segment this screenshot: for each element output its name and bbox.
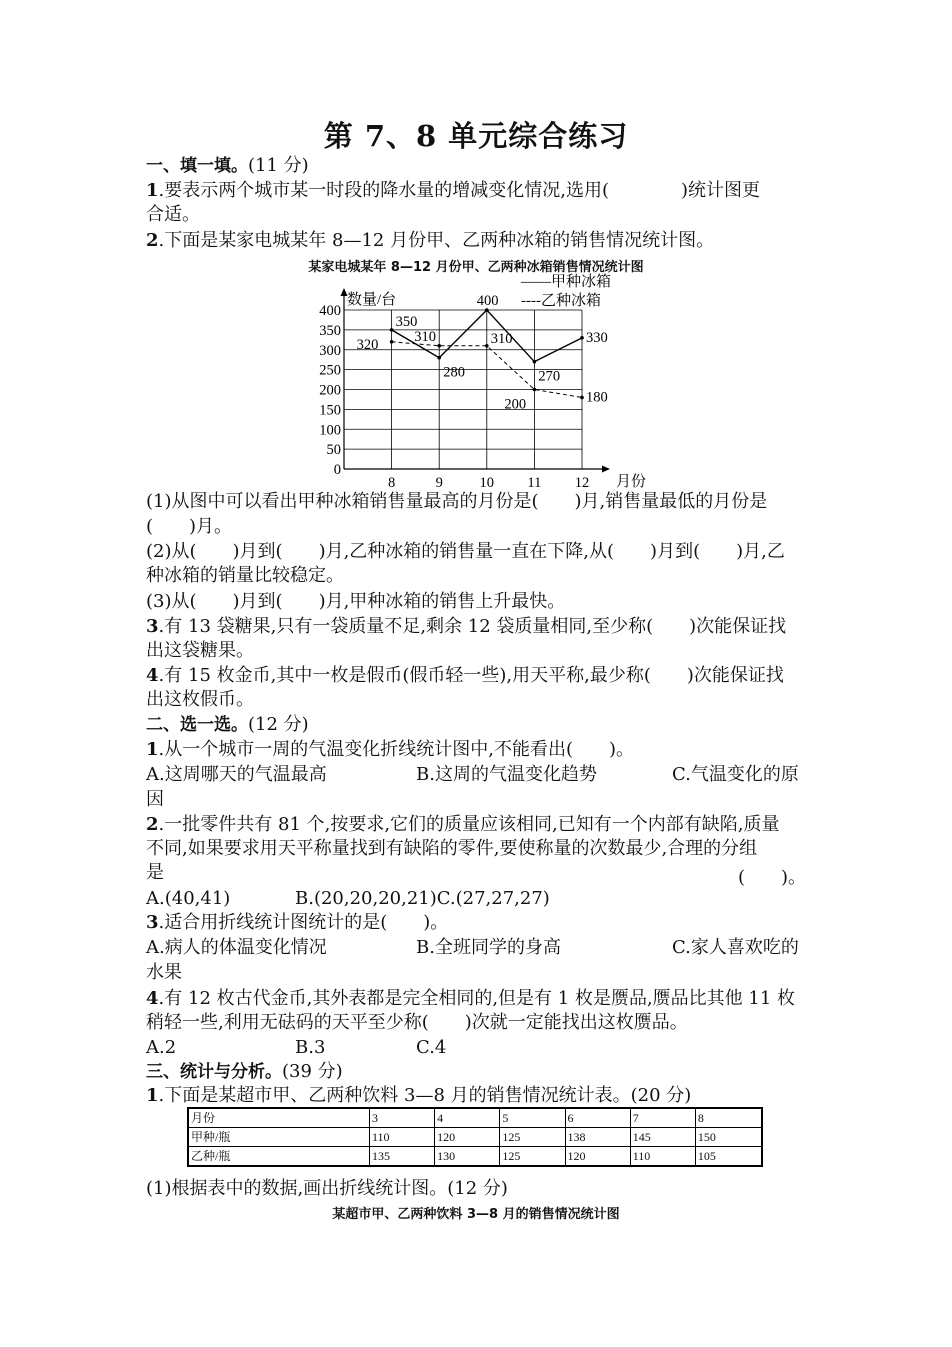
question-1-2-2: (2)从( )月到( )月,乙种冰箱的销售量一直在下降,从( )月到( )月,乙: [146, 541, 785, 562]
question-2-2-line3: 是: [146, 862, 164, 883]
question-2-4-option-b: B.3: [295, 1037, 326, 1058]
y-tick-label: 50: [326, 442, 341, 459]
x-axis-arrow: [602, 466, 610, 473]
section-1-score: (11 分): [248, 155, 309, 176]
question-2-1-option-c-cont: 因: [146, 789, 164, 810]
table-cell: 7: [630, 1108, 695, 1128]
question-1-2: 2.下面是某家电城某年 8—12 月份甲、乙两种冰箱的销售情况统计图。: [146, 230, 715, 251]
data-point: [485, 344, 489, 348]
table-cell: 8: [695, 1108, 762, 1128]
x-tick-label: 10: [479, 475, 495, 491]
data-label: 200: [504, 396, 527, 413]
table-cell: 月份: [188, 1108, 370, 1128]
section-3-score: (39 分): [282, 1061, 343, 1082]
question-2-3-option-c-cont: 水果: [146, 962, 182, 983]
question-1-2-1-cont: ( )月。: [146, 516, 233, 537]
y-tick-label: 300: [319, 342, 341, 359]
data-point: [390, 328, 394, 332]
question-1-2-3: (3)从( )月到( )月,甲种冰箱的销售上升最快。: [146, 591, 566, 612]
data-label: 180: [586, 389, 608, 406]
x-tick-label: 11: [527, 475, 542, 491]
table-row: [188, 1128, 762, 1147]
section-3-heading: [146, 1060, 343, 1084]
question-2-1-option-a: A.这周哪天的气温最高: [146, 764, 327, 785]
data-label: 320: [356, 336, 379, 353]
x-tick-label: 8: [387, 475, 396, 491]
data-point: [580, 396, 584, 400]
refrigerator-sales-chart: [300, 270, 660, 495]
y-tick-label: 150: [319, 402, 341, 419]
question-2-2-option-a: A.(40,41): [146, 888, 231, 909]
table-cell: 105: [695, 1147, 762, 1167]
table-cell: 甲种/瓶: [188, 1128, 370, 1147]
section-1-heading: [146, 154, 309, 178]
table-header-row: [188, 1108, 762, 1128]
x-tick-label: 9: [435, 475, 443, 491]
data-label: 270: [538, 368, 561, 385]
question-1-4: 4.有 15 枚金币,其中一枚是假币(假币轻一些),用天平称,最少称( )次能保证找: [146, 665, 784, 686]
table-cell: 138: [565, 1128, 630, 1147]
question-1-1: 1.要表示两个城市某一时段的降水量的增减变化情况,选用( )统计图更: [146, 180, 761, 201]
question-2-3-option-a: A.病人的体温变化情况: [146, 937, 327, 958]
x-tick-labels: [388, 475, 589, 491]
table-cell: 6: [565, 1108, 630, 1128]
data-label: 310: [490, 330, 513, 347]
question-2-2-answer-blank: ( )。: [738, 867, 807, 888]
question-2-3-option-b: B.全班同学的身高: [416, 937, 561, 958]
chart-axes: [341, 288, 611, 473]
section-2-title: 二、选一选。: [146, 715, 248, 735]
table-cell: 150: [695, 1128, 762, 1147]
question-2-4-cont: 稍轻一些,利用无砝码的天平至少称( )次就一定能找出这枚赝品。: [146, 1012, 688, 1033]
section-1-title: 一、填一填。: [146, 156, 248, 176]
question-2-4-option-c: C.4: [416, 1037, 447, 1058]
table-cell: 120: [565, 1147, 630, 1167]
table-cell: 110: [630, 1147, 695, 1167]
data-point: [533, 388, 537, 392]
table-row: [188, 1147, 762, 1167]
data-label: 400: [476, 293, 499, 309]
table-cell: 125: [500, 1128, 565, 1147]
table-cell: 145: [630, 1128, 695, 1147]
question-3-1: 1.下面是某超市甲、乙两种饮料 3—8 月的销售情况统计表。(20 分): [146, 1085, 692, 1106]
question-2-2-options-bc: B.(20,20,20,21)C.(27,27,27): [295, 888, 550, 909]
question-1-3: 3.有 13 袋糖果,只有一袋质量不足,剩余 12 袋质量相同,至少称( )次能保证找: [146, 616, 787, 637]
page-title: 第 7、8 单元综合练习: [323, 119, 629, 153]
table-cell: 5: [500, 1108, 565, 1128]
x-axis-label: 月份: [616, 474, 647, 490]
table-cell: 120: [435, 1128, 500, 1147]
table-cell: 110: [370, 1128, 435, 1147]
table-cell: 125: [500, 1147, 565, 1167]
data-label: 280: [443, 364, 465, 381]
data-label: 350: [395, 313, 418, 330]
data-label: 310: [414, 328, 436, 345]
question-2-1-option-b: B.这周的气温变化趋势: [416, 764, 597, 785]
table-cell: 3: [370, 1108, 435, 1128]
y-tick-label: 350: [319, 322, 341, 339]
question-2-4: 4.有 12 枚古代金币,其外表都是完全相同的,但是有 1 枚是赝品,赝品比其他 11 枚: [146, 988, 796, 1009]
question-2-4-option-a: A.2: [146, 1037, 177, 1058]
question-1-3-cont: 出这袋糖果。: [146, 640, 254, 661]
section-3-title: 三、统计与分析。: [146, 1062, 282, 1082]
chart-2-title: 某超市甲、乙两种饮料 3—8 月的销售情况统计图: [332, 1207, 620, 1222]
data-point: [580, 336, 584, 340]
question-2-2: 2.一批零件共有 81 个,按要求,它们的质量应该相同,已知有一个内部有缺陷,质量: [146, 814, 780, 835]
data-label: 330: [586, 329, 608, 346]
data-point: [533, 360, 537, 364]
chart-1-title: 某家电城某年 8—12 月份甲、乙两种冰箱销售情况统计图: [308, 260, 644, 275]
y-tick-label: 100: [319, 422, 341, 439]
question-2-3-option-c: C.家人喜欢吃的: [672, 937, 799, 958]
question-1-1-cont: 合适。: [146, 204, 200, 225]
beverage-sales-table: [187, 1107, 763, 1167]
table-cell: 130: [435, 1147, 500, 1167]
question-1-2-2-cont: 种冰箱的销量比较稳定。: [146, 565, 344, 586]
table-cell: 135: [370, 1147, 435, 1167]
y-axis-label: 数量/台: [347, 292, 397, 308]
data-point: [437, 344, 441, 348]
y-tick-label: 400: [319, 303, 341, 319]
legend-dashed: ----乙种冰箱: [521, 293, 601, 309]
y-tick-label: 200: [319, 382, 341, 399]
question-2-3: 3.适合用折线统计图统计的是( )。: [146, 912, 449, 933]
question-2-2-line2: 不同,如果要求用天平称量找到有缺陷的零件,要使称量的次数最少,合理的分组: [146, 838, 758, 859]
section-2-heading: [146, 713, 309, 737]
data-point: [437, 356, 441, 360]
y-tick-label: 0: [333, 462, 341, 478]
table-cell: 4: [435, 1108, 500, 1128]
question-3-1-1: (1)根据表中的数据,画出折线统计图。(12 分): [146, 1178, 508, 1199]
legend-solid: ——甲种冰箱: [521, 274, 612, 290]
question-2-1-option-c: C.气温变化的原: [672, 764, 799, 785]
data-labels: [357, 293, 608, 413]
x-tick-label: 12: [574, 475, 590, 491]
section-2-score: (12 分): [248, 714, 309, 735]
question-2-1: 1.从一个城市一周的气温变化折线统计图中,不能看出( )。: [146, 739, 635, 760]
y-tick-label: 250: [319, 362, 341, 379]
y-tick-labels: [319, 303, 341, 478]
table-cell: 乙种/瓶: [188, 1147, 370, 1167]
question-1-4-cont: 出这枚假币。: [146, 689, 254, 710]
question-1-2-1: (1)从图中可以看出甲种冰箱销售量最高的月份是( )月,销售量最低的月份是: [146, 491, 768, 512]
data-point: [390, 340, 394, 344]
